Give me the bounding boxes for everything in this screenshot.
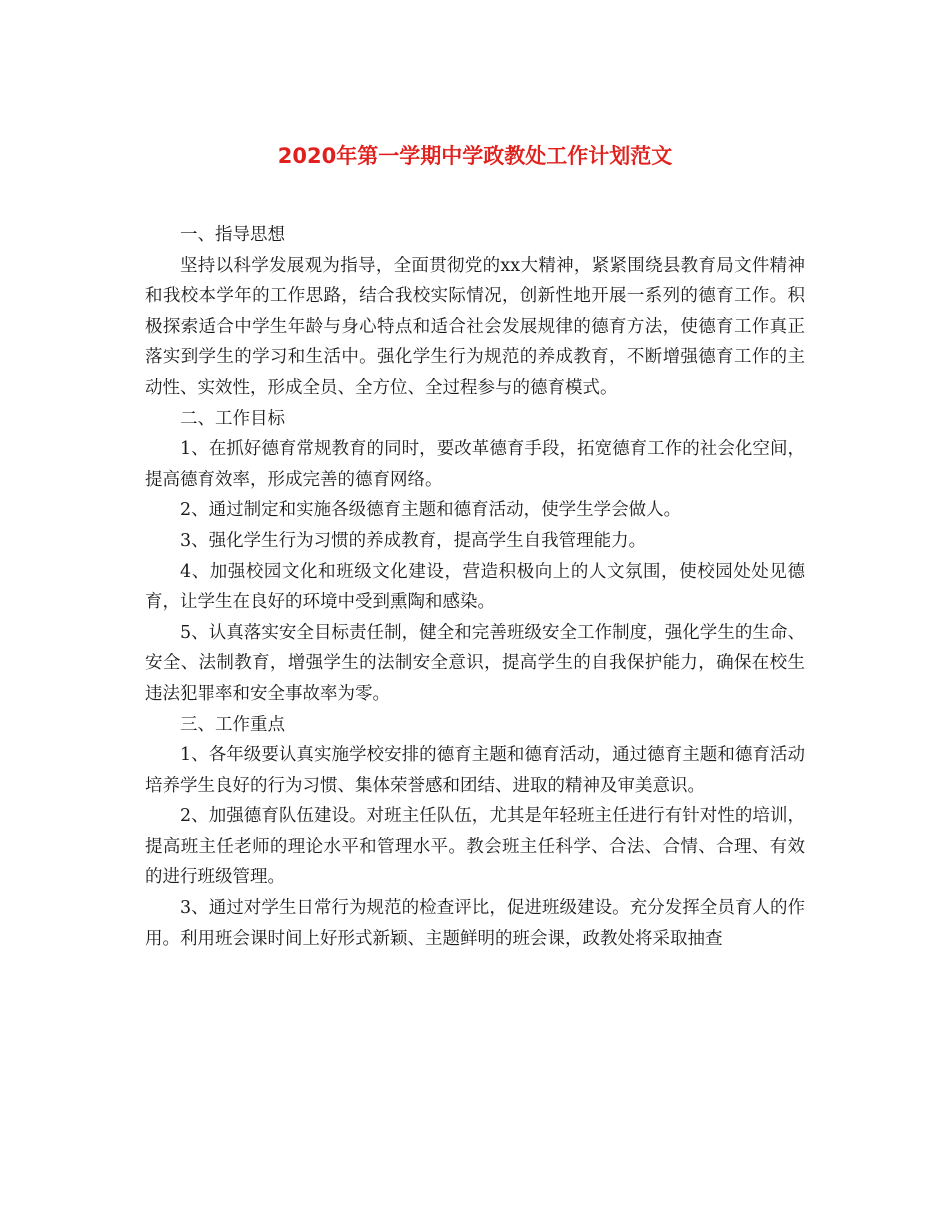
paragraph-goal-4: 4、加强校园文化和班级文化建设，营造积极向上的人文氛围，使校园处处见德育，让学生在良好的环境中受到熏陶和感染。 [145,561,805,613]
paragraph-goal-1: 1、在抓好德育常规教育的同时，要改革德育手段，拓宽德育工作的社会化空间，提高德育效率，形成完善的德育网络。 [145,439,805,490]
paragraph-focus-3: 3、通过对学生日常行为规范的检查评比，促进班级建设。充分发挥全员育人的作用。利用班会课时间上好形式新颖、主题鲜明的班会课，政教处将采取抽查 [145,898,805,949]
paragraph-goal-2: 2、通过制定和实施各级德育主题和德育活动，使学生学会做人。 [180,500,682,521]
section-heading-work-focus: 三、工作重点 [180,714,285,735]
paragraph-focus-2: 2、加强德育队伍建设。对班主任队伍，尤其是年轻班主任进行有针对性的培训，提高班主任老师的理论水平和管理水平。教会班主任科学、合法、合情、合理、有效的进行班级管理。 [145,806,805,888]
paragraph-focus-1: 1、各年级要认真实施学校安排的德育主题和德育活动，通过德育主题和德育活动培养学生良好的行为习惯、集体荣誉感和团结、进取的精神及审美意识。 [145,745,805,796]
document-title: 2020年第一学期中学政教处工作计划范文 [277,144,673,168]
paragraph-goal-5: 5、认真落实安全目标责任制，健全和完善班级安全工作制度，强化学生的生命、安全、法制教育，增强学生的法制安全意识，提高学生的自我保护能力，确保在校生违法犯罪率和安全事故率为零。 [145,622,805,704]
document-body [145,220,805,954]
section-heading-guiding-thought: 一、指导思想 [180,225,285,245]
paragraph-goal-3: 3、强化学生行为习惯的养成教育，提高学生自我管理能力。 [180,530,647,551]
paragraph-guiding-thought: 坚持以科学发展观为指导，全面贯彻党的xx大精神，紧紧围绕县教育局文件精神和我校本学年的工作思路，结合我校实际情况，创新性地开展一系列的德育工作。积极探索适合中学生年龄与身心特点和适合社会发展规律的德育方法，使德育工作真正落实到学生的学习和生活中。强化学生行为规范的养成教育，不断增强德育工作的主动性、实效性，形成全员、全方位、全过程参与的德育模式。 [145,255,805,398]
section-heading-work-goals: 二、工作目标 [180,408,285,429]
